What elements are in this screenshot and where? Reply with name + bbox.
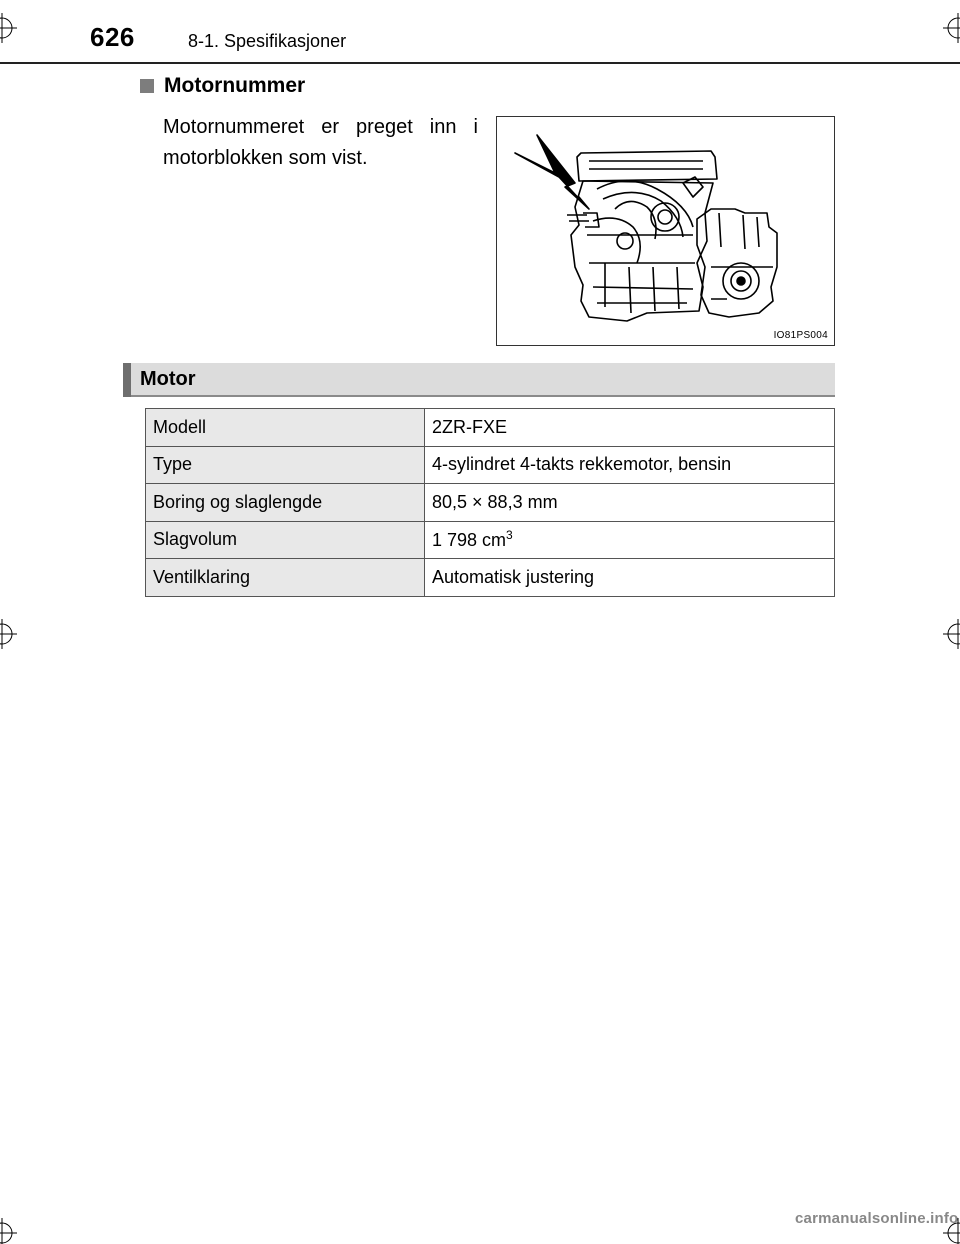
subsection-body: Motornummeret er preget inn i motorblokken som vist. xyxy=(163,116,478,169)
section-band-accent xyxy=(123,363,131,397)
table-row xyxy=(146,409,835,447)
page-number: 626 xyxy=(90,22,135,52)
table-row xyxy=(146,446,835,484)
registration-mark-top-right xyxy=(943,13,960,43)
subsection-heading xyxy=(140,74,305,98)
spec-value-superscript: 3 xyxy=(506,528,513,543)
spec-label: Modell xyxy=(146,409,425,447)
spec-value: 4-sylindret 4-takts rekkemotor, bensin xyxy=(425,446,835,484)
spec-label: Type xyxy=(146,446,425,484)
spec-value: 80,5 × 88,3 mm xyxy=(425,484,835,522)
section-band xyxy=(123,363,835,397)
spec-label: Boring og slaglengde xyxy=(146,484,425,522)
spec-label: Slagvolum xyxy=(146,521,425,559)
header-divider xyxy=(0,62,960,64)
section-band-title: Motor xyxy=(140,368,196,390)
engine-figure xyxy=(496,116,835,346)
square-bullet-icon xyxy=(140,79,154,93)
spec-label: Ventilklaring xyxy=(146,559,425,597)
engine-spec-table xyxy=(145,408,835,597)
section-title: 8-1. Spesifikasjoner xyxy=(188,31,347,51)
spec-value xyxy=(425,521,835,559)
table-row xyxy=(146,559,835,597)
engine-illustration xyxy=(497,117,835,346)
figure-code: IO81PS004 xyxy=(773,330,828,341)
subsection-heading-text: Motornummer xyxy=(164,74,306,97)
registration-mark-top-left xyxy=(0,13,17,43)
registration-mark-mid-left xyxy=(0,619,17,649)
spec-value: Automatisk justering xyxy=(425,559,835,597)
spec-value: 2ZR-FXE xyxy=(425,409,835,447)
table-row xyxy=(146,484,835,522)
footer-watermark: carmanualsonline.info xyxy=(795,1210,959,1227)
registration-mark-bottom-left xyxy=(0,1218,17,1244)
registration-mark-mid-right xyxy=(943,619,960,649)
table-row xyxy=(146,521,835,559)
spec-value-text: 1 798 cm xyxy=(432,530,507,551)
